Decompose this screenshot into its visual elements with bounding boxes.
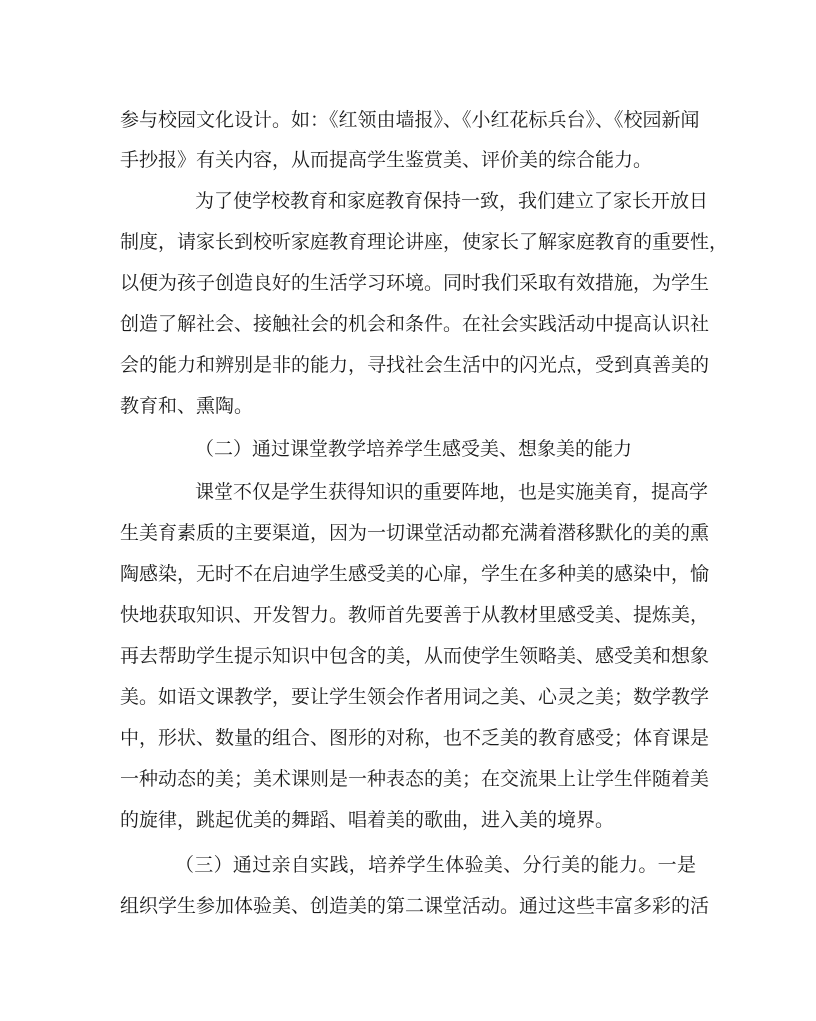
paragraph-line: （三）通过亲自实践，培养学生体验美、分行美的能力。一是 xyxy=(175,854,696,876)
paragraph-line: 创造了解社会、接触社会的机会和条件。在社会实践活动中提高认识社 xyxy=(120,313,710,335)
paragraph-line: 的旋律，跳起优美的舞蹈、唱着美的歌曲，进入美的境界。 xyxy=(120,809,615,831)
paragraph-line: 以便为孩子创造良好的生活学习环境。同时我们采取有效措施，为学生 xyxy=(120,272,710,294)
paragraph-line: 中，形状、数量的组合、图形的对称，也不乏美的教育感受；体育课是 xyxy=(120,727,710,749)
paragraph-line: 陶感染，无时不在启迪学生感受美的心扉，学生在多种美的感染中，愉 xyxy=(120,563,710,585)
paragraph-line: 一种动态的美；美术课则是一种表态的美；在交流果上让学生伴随着美 xyxy=(120,768,710,790)
paragraph-line: 生美育素质的主要渠道，因为一切课堂活动都充满着潜移默化的美的熏 xyxy=(120,522,710,544)
paragraph-line: 制度，请家长到校听家庭教育理论讲座，使家长了解家庭教育的重要性， xyxy=(120,231,729,253)
paragraph-line: 会的能力和辨别是非的能力，寻找社会生活中的闪光点，受到真善美的 xyxy=(120,354,710,376)
paragraph-line: 课堂不仅是学生获得知识的重要阵地，也是实施美育，提高学 xyxy=(195,481,709,503)
paragraph-line: 教育和、熏陶。 xyxy=(120,395,254,417)
paragraph-line: 手抄报》有关内容，从而提高学生鉴赏美、评价美的综合能力。 xyxy=(120,149,653,171)
paragraph-line: 快地获取知识、开发智力。教师首先要善于从教材里感受美、提炼美， xyxy=(120,604,710,626)
paragraph-line: 组织学生参加体验美、创造美的第二课堂活动。通过这些丰富多彩的活 xyxy=(120,895,710,917)
section-heading: （二）通过课堂教学培养学生感受美、想象美的能力 xyxy=(195,438,633,460)
paragraph-line: 再去帮助学生提示知识中包含的美，从而使学生领略美、感受美和想象 xyxy=(120,645,710,667)
paragraph-line: 美。如语文课教学，要让学生领会作者用词之美、心灵之美；数学教学 xyxy=(120,686,710,708)
paragraph-line: 为了使学校教育和家庭教育保持一致，我们建立了家长开放日 xyxy=(195,190,709,212)
paragraph-line: 参与校园文化设计。如：《红领由墙报》、《小红花标兵台》、《校园新闻 xyxy=(120,109,700,131)
